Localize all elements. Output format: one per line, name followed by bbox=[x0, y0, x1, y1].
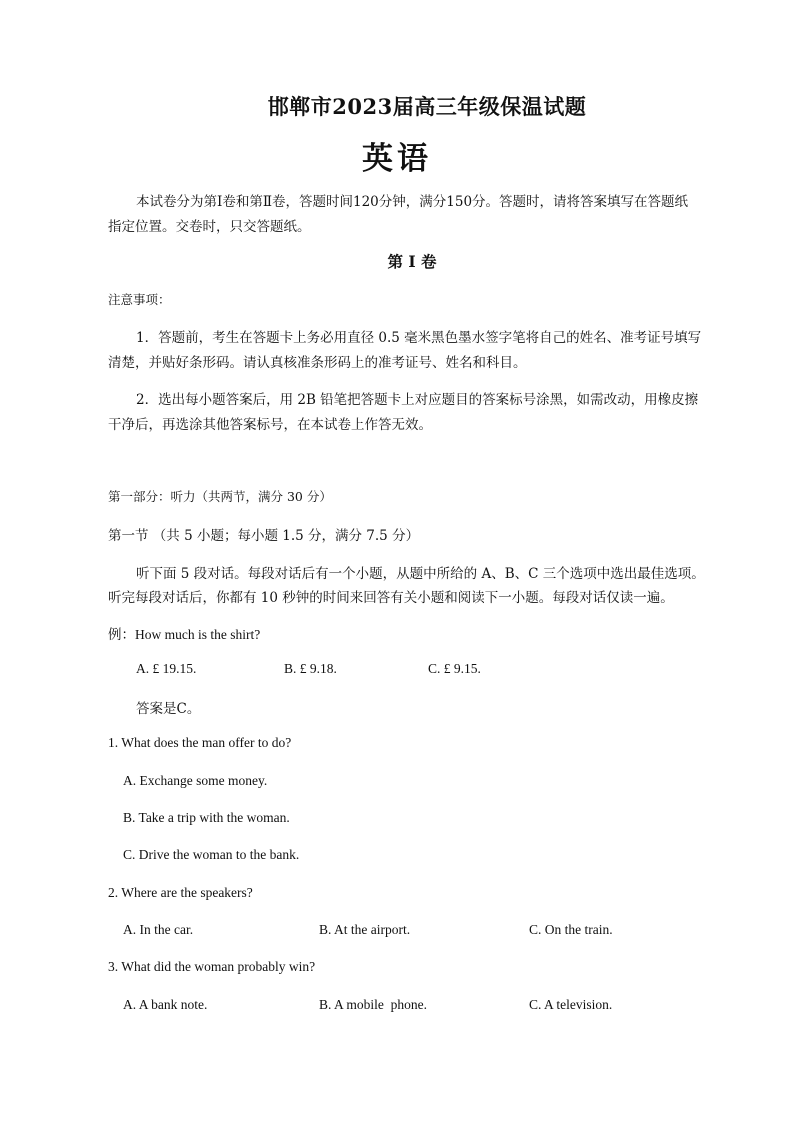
question-2: 2. Where are the speakers? bbox=[108, 885, 253, 900]
question-1-option-a: A. Exchange some money. bbox=[123, 773, 268, 788]
question-1-option-b: B. Take a trip with the woman. bbox=[123, 810, 290, 825]
example-question bbox=[108, 623, 260, 643]
example-option-b: B. £ 9.18. bbox=[284, 661, 337, 676]
notice-item-2-line-1: 2．选出每小题答案后，用 2B 铅笔把答题卡上对应题目的答案标号涂黑，如需改动，用橡皮擦 bbox=[136, 392, 699, 408]
subject-title: 英语 bbox=[362, 141, 432, 177]
example-answer: 答案是C。 bbox=[136, 701, 201, 717]
example-question-text: How much is the shirt? bbox=[135, 627, 261, 642]
exam-title: 邯郸市2023届高三年级保温试题 bbox=[267, 94, 587, 119]
instructions-line-2: 听完每段对话后，你都有 10 秒钟的时间来回答有关小题和阅读下一小题。每段对话仅读一遍。 bbox=[108, 590, 674, 606]
example-option-c: C. £ 9.15. bbox=[428, 661, 481, 676]
question-1-option-c: C. Drive the woman to the bank. bbox=[123, 847, 300, 862]
question-1: 1. What does the man offer to do? bbox=[108, 735, 292, 750]
question-3: 3. What did the woman probably win? bbox=[108, 959, 316, 974]
question-3-option-c: C. A television. bbox=[529, 997, 613, 1012]
example-option-a: A. £ 19.15. bbox=[136, 661, 197, 676]
question-2-option-b: B. At the airport. bbox=[319, 922, 411, 937]
question-3-option-a: A. A bank note. bbox=[123, 997, 208, 1012]
example-label: 例： bbox=[108, 627, 135, 643]
question-2-option-a: A. In the car. bbox=[123, 922, 194, 937]
section1-heading: 第一节 （共 5 小题；每小题 1.5 分，满分 7.5 分） bbox=[108, 528, 420, 544]
notice-heading: 注意事项： bbox=[108, 292, 171, 307]
notice-item-2-line-2: 干净后，再选涂其他答案标号，在本试卷上作答无效。 bbox=[108, 417, 432, 433]
instructions-line-1: 听下面 5 段对话。每段对话后有一个小题，从题中所给的 A、B、C 三个选项中选出最佳选项。 bbox=[136, 566, 705, 582]
intro-line-1: 本试卷分为第Ⅰ卷和第Ⅱ卷，答题时间120分钟，满分150分。答题时，请将答案填写在答题纸 bbox=[136, 194, 689, 210]
notice-item-1-line-2: 清楚，并贴好条形码。请认真核准条形码上的准考证号、姓名和科目。 bbox=[108, 355, 527, 371]
notice-item-1-line-1: 1．答题前，考生在答题卡上务必用直径 0.5 毫米黑色墨水签字笔将自己的姓名、准考证号填写 bbox=[136, 330, 702, 346]
question-3-option-b: B. A mobile phone. bbox=[319, 997, 427, 1012]
volume-title: 第 Ⅰ 卷 bbox=[387, 252, 437, 271]
question-2-option-c: C. On the train. bbox=[529, 922, 613, 937]
intro-line-2: 指定位置。交卷时，只交答题纸。 bbox=[108, 219, 311, 235]
part1-heading: 第一部分：听力（共两节，满分 30 分） bbox=[108, 489, 332, 504]
